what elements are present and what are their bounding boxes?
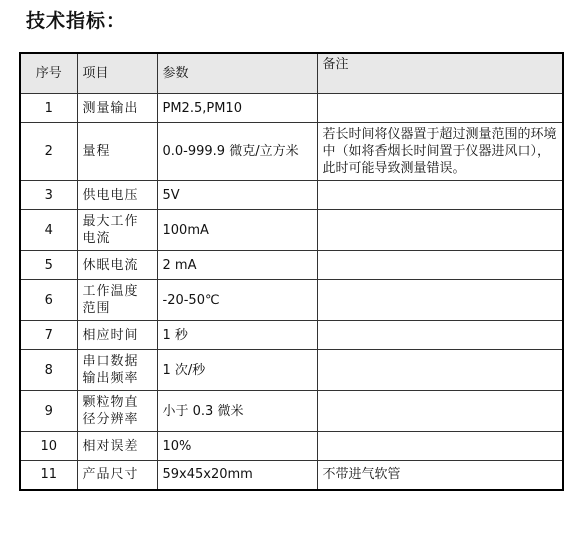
row-note [317, 321, 563, 350]
row-note [317, 432, 563, 461]
row-number: 5 [20, 251, 77, 280]
row-param: 5V [157, 181, 317, 210]
row-note [317, 280, 563, 321]
table-row [20, 280, 563, 321]
header-no: 序号 [20, 53, 77, 94]
row-item: 相应时间 [77, 321, 157, 350]
row-item: 产品尺寸 [77, 461, 157, 490]
table-row [20, 321, 563, 350]
table-row [20, 94, 563, 123]
row-note [317, 94, 563, 123]
row-number: 1 [20, 94, 77, 123]
row-note: 若长时间将仪器置于超过测量范围的环境中（如将香烟长时间置于仪器进风口），此时可能导致测量错误。 [317, 123, 563, 181]
row-item: 休眠电流 [77, 251, 157, 280]
row-number: 8 [20, 350, 77, 391]
row-item: 最大工作电流 [77, 210, 157, 251]
row-note [317, 181, 563, 210]
row-param: -20-50℃ [157, 280, 317, 321]
row-item: 测量输出 [77, 94, 157, 123]
header-note: 备注 [317, 53, 563, 94]
row-param: 100mA [157, 210, 317, 251]
row-param: 59x45x20mm [157, 461, 317, 490]
page-title: 技术指标： [26, 10, 127, 32]
table-row [20, 391, 563, 432]
table-row [20, 461, 563, 490]
row-note [317, 350, 563, 391]
row-number: 2 [20, 123, 77, 181]
spec-table [19, 52, 564, 491]
row-note [317, 251, 563, 280]
table-row [20, 123, 563, 181]
row-param: 0.0-999.9 微克/立方米 [157, 123, 317, 181]
table-row [20, 432, 563, 461]
row-number: 7 [20, 321, 77, 350]
table-header-row [20, 53, 563, 94]
row-item: 颗粒物直径分辨率 [77, 391, 157, 432]
row-note [317, 210, 563, 251]
row-number: 4 [20, 210, 77, 251]
row-item: 量程 [77, 123, 157, 181]
header-item: 项目 [77, 53, 157, 94]
row-param: PM2.5,PM10 [157, 94, 317, 123]
row-number: 10 [20, 432, 77, 461]
row-param: 1 次/秒 [157, 350, 317, 391]
row-param: 10% [157, 432, 317, 461]
row-number: 11 [20, 461, 77, 490]
row-number: 3 [20, 181, 77, 210]
row-item: 供电电压 [77, 181, 157, 210]
row-param: 1 秒 [157, 321, 317, 350]
row-item: 相对误差 [77, 432, 157, 461]
row-note [317, 391, 563, 432]
row-param: 小于 0.3 微米 [157, 391, 317, 432]
row-number: 6 [20, 280, 77, 321]
row-param: 2 mA [157, 251, 317, 280]
row-item: 工作温度范围 [77, 280, 157, 321]
table-row [20, 251, 563, 280]
row-number: 9 [20, 391, 77, 432]
header-param: 参数 [157, 53, 317, 94]
table-row [20, 181, 563, 210]
table-row [20, 350, 563, 391]
table-row [20, 210, 563, 251]
row-item: 串口数据输出频率 [77, 350, 157, 391]
row-note: 不带进气软管 [317, 461, 563, 490]
